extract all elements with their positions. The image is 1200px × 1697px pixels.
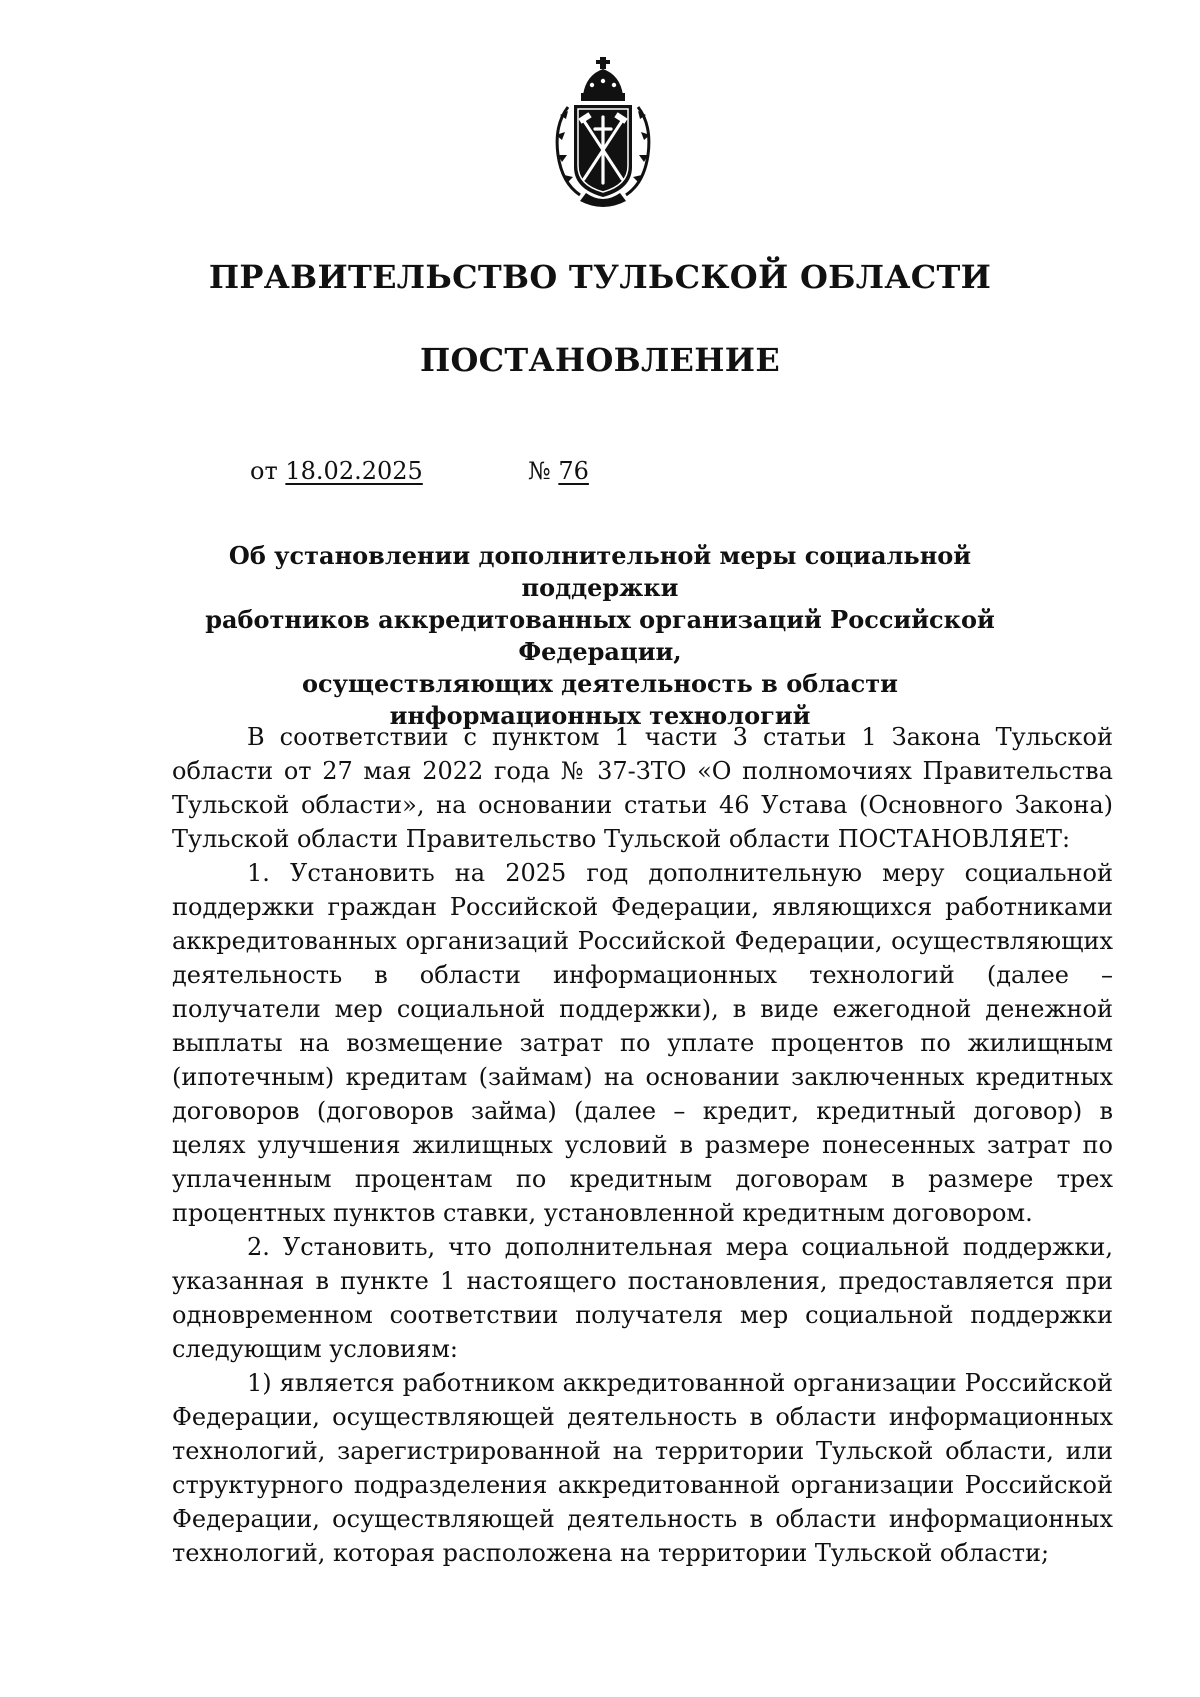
subject-line: работников аккредитованных организаций Российской Федерации,	[205, 605, 995, 666]
document-subject	[150, 540, 1050, 732]
body-paragraph-item-2: 2. Установить, что дополнительная мера социальной поддержки, указанная в пункте 1 настоящего постановления, предоставляется при одновременном соответствии получателя мер социальной поддержки следующим условиям:	[172, 1233, 1113, 1363]
date-value: 18.02.2025	[285, 457, 423, 485]
number-prefix: №	[528, 457, 551, 485]
body-paragraph-item-1: 1. Установить на 2025 год дополнительную меру социальной поддержки граждан Российской Федерации, являющихся работниками аккредитованных организаций Российской Федерации, осуществляющих деятельность в области информационных технологий (далее – получатели мер социальной поддержки), в виде ежегодной денежной выплаты на возмещение затрат по уплате процентов по жилищным (ипотечным) кредитам (займам) на основании заключенных кредитных договоров (договоров займа) (далее – кредит, кредитный договор) в целях улучшения жилищных условий в размере понесенных затрат по уплаченным процентам по кредитным договорам в размере трех процентных пунктов ставки, установленной кредитным договором.	[172, 859, 1113, 1227]
body-paragraph-subitem-1: 1) является работником аккредитованной организации Российской Федерации, осуществляющей деятельность в области информационных технологий, зарегистрированной на территории Тульской области, или структурного подразделения аккредитованной организации Российской Федерации, осуществляющей деятельность в области информационных технологий, которая расположена на территории Тульской области;	[172, 1369, 1113, 1567]
document-number	[528, 457, 589, 485]
subject-line: Об установлении дополнительной меры социальной поддержки	[228, 541, 972, 602]
number-value: 76	[558, 457, 589, 485]
government-title: ПРАВИТЕЛЬСТВО ТУЛЬСКОЙ ОБЛАСТИ	[208, 258, 992, 296]
date-prefix: от	[250, 457, 278, 485]
document-body	[172, 720, 1113, 1570]
subject-line: информационных технологий	[389, 701, 811, 730]
tula-coat-of-arms-icon	[550, 55, 656, 213]
subject-line: осуществляющих деятельность в области	[302, 669, 898, 698]
document-type-heading: ПОСТАНОВЛЕНИЕ	[419, 341, 781, 379]
body-paragraph-preamble: В соответствии с пунктом 1 части 3 статьи 1 Закона Тульской области от 27 мая 2022 года № 37-ЗТО «О полномочиях Правительства Тульской области», на основании статьи 46 Устава (Основного Закона) Тульской области Правительство Тульской области ПОСТАНОВЛЯЕТ:	[172, 723, 1113, 853]
document-date	[250, 457, 423, 485]
